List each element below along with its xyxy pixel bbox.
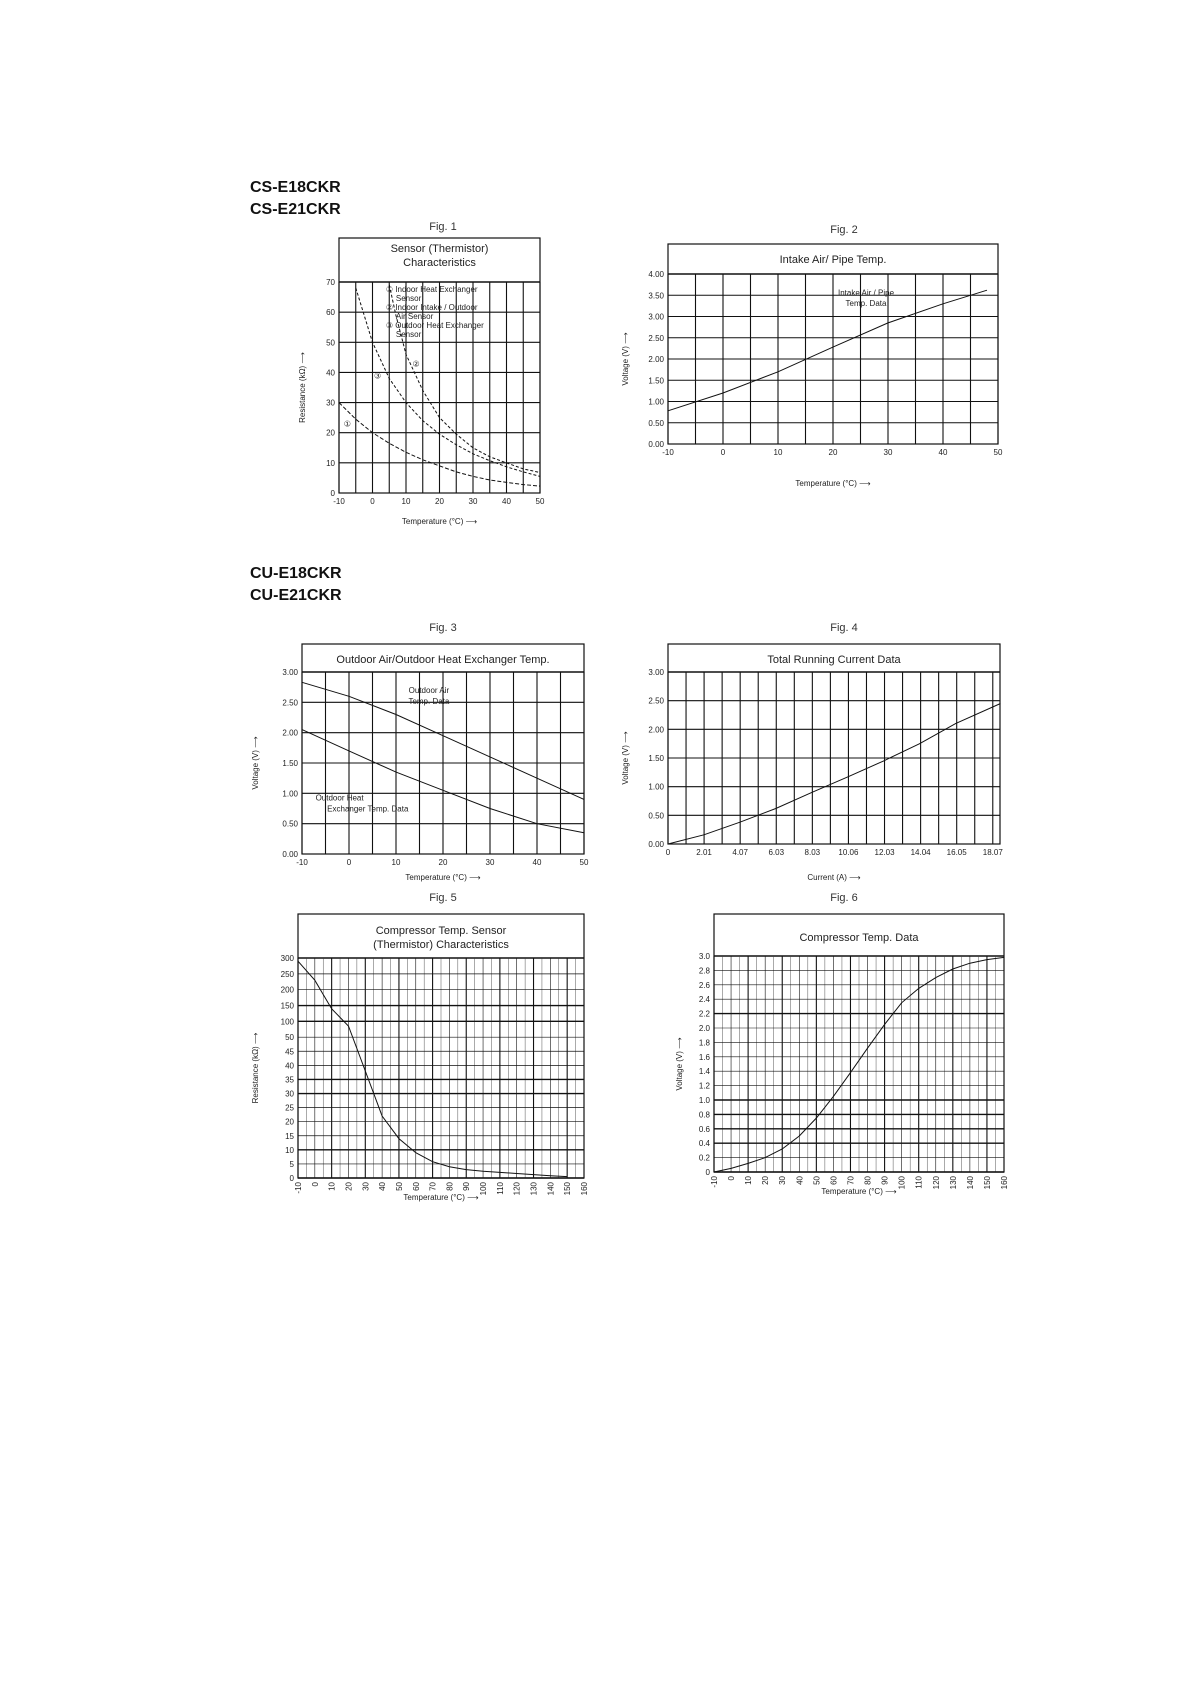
fig2-label: Fig. 2	[830, 224, 858, 236]
fig6-xtick-label: 60	[829, 1176, 839, 1185]
fig5-xtick-label: 100	[479, 1182, 489, 1196]
fig5-xtick-label: 160	[580, 1182, 589, 1196]
fig2-chart	[618, 240, 1010, 490]
fig3-chart	[248, 638, 600, 884]
fig6-xtick-label: 20	[761, 1176, 771, 1185]
fig1-label: Fig. 1	[429, 221, 457, 233]
fig4-ytick-label: 2.50	[648, 696, 664, 706]
fig5-ytick-label: 150	[280, 1001, 294, 1011]
fig5-ytick-label: 300	[280, 954, 294, 963]
fig2-xlabel: Temperature (°C) ⟶	[795, 479, 871, 488]
fig4-xlabel: Current (A) ⟶	[807, 873, 861, 882]
fig3-annotation: Outdoor Air	[408, 686, 450, 696]
fig5-ytick-label: 0	[289, 1174, 294, 1183]
fig1-ylabel: Resistance (kΩ) ⟶	[298, 352, 307, 423]
fig1-ytick-label: 60	[326, 308, 335, 318]
fig5-ytick-label: 10	[285, 1145, 294, 1155]
fig6-ytick-label: 3.0	[698, 952, 710, 961]
fig1-chart	[295, 238, 550, 528]
fig3-ytick-label: 1.00	[282, 789, 298, 799]
fig4-series-line-1	[668, 704, 1001, 845]
fig5-label: Fig. 5	[429, 892, 457, 904]
fig4-xtick-label: 0	[665, 848, 671, 857]
fig6-label: Fig. 6	[830, 892, 858, 904]
fig1-series-line-3	[356, 288, 540, 476]
indoor-model-2: CS-E21CKR	[250, 201, 341, 218]
fig1-legend-entry: ① Indoor Heat Exchanger	[385, 285, 478, 294]
fig5-ytick-label: 25	[285, 1103, 294, 1113]
fig5-ytick-label: 20	[285, 1117, 294, 1127]
fig6-xtick-label: 10	[744, 1176, 754, 1185]
fig2-xtick-label: -10	[662, 448, 674, 457]
fig1-title-line: Characteristics	[403, 257, 476, 269]
fig4-ytick-label: 2.00	[648, 725, 664, 735]
fig3-xtick-label: 50	[579, 858, 589, 867]
fig2-ytick-label: 3.50	[648, 291, 664, 301]
fig6-ytick-label: 2.0	[698, 1024, 710, 1033]
fig5-chart	[248, 908, 600, 1204]
fig5-ytick-label: 5	[289, 1159, 294, 1169]
outdoor-model-1: CU-E18CKR	[250, 565, 342, 582]
fig1-xtick-label: 20	[435, 497, 444, 506]
fig2-xtick-label: 0	[720, 448, 726, 457]
fig3-annotation: Outdoor Heat	[315, 793, 364, 803]
fig5-xtick-label: 130	[529, 1182, 539, 1196]
fig6-ytick-label: 1.2	[698, 1081, 710, 1091]
fig1-legend-entry: Sensor	[395, 330, 422, 339]
outdoor-model-2: CU-E21CKR	[250, 587, 342, 604]
fig1-xtick-label: -10	[333, 497, 345, 506]
fig6-xtick-label: 120	[931, 1176, 941, 1190]
fig4-xtick-label: 2.01	[696, 848, 712, 857]
fig1-ytick-label: 30	[326, 398, 335, 408]
fig5-xtick-label: 120	[512, 1182, 522, 1196]
fig3-annotation: Temp. Data	[408, 697, 450, 707]
fig6-xtick-label: 80	[863, 1176, 873, 1185]
fig4-xtick-label: 16.05	[946, 848, 967, 857]
fig5-xtick-label: 150	[563, 1182, 573, 1196]
fig1-legend-entry: ② Indoor Intake / Outdoor	[385, 303, 478, 312]
fig6-title-line: Compressor Temp. Data	[799, 932, 919, 944]
fig4-xtick-label: 8.03	[804, 848, 821, 857]
fig5-ytick-label: 200	[280, 985, 294, 995]
fig1-ytick-label: 0	[330, 489, 335, 498]
fig4-frame	[668, 644, 1000, 844]
fig6-chart	[672, 908, 1010, 1198]
fig5-ytick-label: 45	[285, 1047, 294, 1057]
fig2-xtick-label: 50	[993, 448, 1003, 457]
fig1-legend-entry: Air Sensor	[395, 312, 434, 321]
fig6-ytick-label: 0	[705, 1168, 710, 1177]
fig5-ytick-label: 30	[285, 1089, 294, 1099]
fig6-xtick-label: 50	[812, 1176, 822, 1185]
fig3-xlabel: Temperature (°C) ⟶	[405, 873, 481, 882]
fig1-ytick-label: 20	[326, 428, 335, 438]
fig6-ytick-label: 1.4	[698, 1067, 710, 1077]
fig6-ytick-label: 0.2	[698, 1153, 710, 1163]
fig4-title-line: Total Running Current Data	[767, 654, 901, 666]
fig6-xtick-label: 30	[778, 1176, 788, 1185]
fig5-ylabel: Resistance (kΩ) ⟶	[251, 1032, 260, 1104]
fig5-title-line: Compressor Temp. Sensor	[375, 925, 507, 937]
fig6-ytick-label: 1.0	[698, 1096, 710, 1105]
fig6-xtick-label: 130	[948, 1176, 958, 1190]
fig1-annotation: ③	[373, 371, 382, 381]
fig4-ylabel: Voltage (V) ⟶	[621, 731, 630, 785]
fig4-xtick-label: 18.07	[982, 848, 1003, 857]
fig6-xlabel: Temperature (°C) ⟶	[821, 1187, 897, 1196]
fig3-xtick-label: -10	[296, 858, 308, 867]
fig6-ytick-label: 0.8	[698, 1110, 710, 1120]
fig5-xtick-label: 110	[495, 1182, 505, 1195]
fig3-ytick-label: 0.50	[282, 819, 298, 829]
fig2-ytick-label: 2.50	[648, 333, 664, 343]
fig3-label: Fig. 3	[429, 622, 457, 634]
fig5-xtick-label: 80	[445, 1182, 455, 1191]
fig2-xtick-label: 40	[938, 448, 948, 457]
fig4-xtick-label: 4.07	[732, 848, 748, 857]
fig3-ylabel: Voltage (V) ⟶	[251, 736, 260, 790]
fig1-legend-entry: Sensor	[395, 294, 422, 303]
fig2-ytick-label: 3.00	[648, 312, 664, 322]
fig4-ytick-label: 0.00	[648, 840, 664, 849]
fig3-ytick-label: 2.50	[282, 698, 298, 708]
fig2-ylabel: Voltage (V) ⟶	[621, 332, 630, 386]
fig2-xtick-label: 10	[773, 448, 783, 457]
fig6-ytick-label: 2.8	[698, 966, 710, 976]
fig1-legend-entry: ③ Outdoor Heat Exchanger	[385, 321, 484, 330]
fig4-xtick-label: 14.04	[910, 848, 931, 857]
fig3-xtick-label: 40	[532, 858, 542, 867]
fig5-ytick-label: 15	[285, 1131, 294, 1141]
fig1-xtick-label: 40	[502, 497, 511, 506]
fig4-label: Fig. 4	[830, 622, 858, 634]
fig5-xtick-label: 60	[411, 1182, 421, 1191]
fig5-xtick-label: -10	[294, 1182, 303, 1194]
fig1-ytick-label: 40	[326, 368, 335, 378]
fig3-ytick-label: 1.50	[282, 759, 298, 768]
fig6-ytick-label: 0.6	[698, 1124, 710, 1134]
fig2-series-line-1	[668, 290, 987, 411]
fig3-xtick-label: 20	[438, 858, 448, 867]
fig3-ytick-label: 0.00	[282, 850, 298, 859]
fig4-chart	[618, 638, 1010, 884]
fig6-xtick-label: 150	[982, 1176, 992, 1190]
fig6-xtick-label: 140	[965, 1176, 975, 1190]
fig6-ytick-label: 2.2	[698, 1009, 710, 1019]
fig6-ylabel: Voltage (V) ⟶	[675, 1037, 684, 1091]
fig1-xlabel: Temperature (°C) ⟶	[401, 517, 478, 526]
fig3-xtick-label: 10	[391, 858, 401, 867]
fig2-xtick-label: 30	[883, 448, 893, 457]
fig3-ytick-label: 3.00	[282, 668, 298, 677]
fig1-xtick-label: 10	[401, 497, 411, 506]
fig5-xtick-label: 70	[428, 1182, 438, 1191]
fig5-ytick-label: 50	[285, 1033, 294, 1043]
fig5-xtick-label: 90	[462, 1182, 472, 1191]
fig6-xtick-label: 70	[846, 1176, 856, 1185]
fig6-xtick-label: 100	[897, 1176, 907, 1190]
fig5-xtick-label: 10	[327, 1182, 337, 1191]
fig1-ytick-label: 70	[326, 278, 335, 287]
fig6-ytick-label: 1.8	[698, 1038, 710, 1048]
fig6-xtick-label: 110	[914, 1176, 924, 1189]
fig4-xtick-label: 12.03	[874, 848, 895, 857]
fig5-title-line: (Thermistor) Characteristics	[373, 939, 509, 951]
fig4-ytick-label: 0.50	[648, 811, 664, 821]
fig2-ytick-label: 0.50	[648, 418, 664, 428]
fig5-xtick-label: 140	[546, 1182, 556, 1196]
fig2-annotation: Temp. Data	[845, 298, 887, 308]
fig4-ytick-label: 1.50	[648, 754, 664, 763]
fig6-xtick-label: 0	[727, 1176, 737, 1181]
fig1-ytick-label: 10	[326, 458, 335, 468]
fig2-annotation: Intake Air / Pipe	[837, 288, 895, 298]
fig5-ytick-label: 35	[285, 1075, 294, 1085]
fig4-ytick-label: 1.00	[648, 782, 664, 792]
fig2-ytick-label: 1.50	[648, 376, 664, 386]
fig5-xtick-label: 50	[394, 1182, 404, 1191]
fig4-xtick-label: 10.06	[838, 848, 859, 857]
fig1-title-line: Sensor (Thermistor)	[390, 243, 489, 255]
fig1-xtick-label: 50	[535, 497, 545, 506]
fig5-ytick-label: 40	[285, 1061, 294, 1071]
fig4-xtick-label: 6.03	[768, 848, 785, 857]
fig4-ytick-label: 3.00	[648, 668, 664, 677]
fig6-xtick-label: 40	[795, 1176, 805, 1185]
fig6-ytick-label: 2.4	[698, 995, 710, 1005]
fig5-xtick-label: 40	[378, 1182, 388, 1191]
fig2-ytick-label: 0.00	[648, 440, 664, 449]
fig1-xtick-label: 30	[468, 497, 478, 506]
fig2-ytick-label: 1.00	[648, 397, 664, 407]
fig6-xtick-label: 160	[1000, 1176, 1009, 1190]
fig2-title-line: Intake Air/ Pipe Temp.	[779, 254, 887, 266]
fig6-ytick-label: 1.6	[698, 1052, 710, 1062]
fig3-annotation: Exchanger Temp. Data	[327, 804, 409, 814]
fig5-ytick-label: 250	[280, 969, 294, 979]
fig5-xlabel: Temperature (°C) ⟶	[403, 1193, 479, 1202]
fig1-ytick-label: 50	[326, 338, 335, 348]
fig5-xtick-label: 0	[310, 1182, 320, 1187]
fig2-ytick-label: 2.00	[648, 355, 664, 364]
fig1-xtick-label: 0	[370, 497, 375, 506]
fig3-ytick-label: 2.00	[282, 728, 298, 738]
fig6-ytick-label: 0.4	[698, 1139, 710, 1149]
fig6-xtick-label: -10	[710, 1176, 719, 1188]
fig5-ytick-label: 100	[280, 1017, 294, 1027]
fig1-annotation: ②	[412, 359, 420, 369]
fig5-xtick-label: 30	[361, 1182, 371, 1191]
fig5-xtick-label: 20	[344, 1182, 354, 1191]
indoor-model-1: CS-E18CKR	[250, 179, 341, 196]
fig3-xtick-label: 30	[485, 858, 495, 867]
fig2-xtick-label: 20	[828, 448, 838, 457]
fig2-ytick-label: 4.00	[648, 270, 664, 279]
fig3-title-line: Outdoor Air/Outdoor Heat Exchanger Temp.	[336, 654, 550, 666]
fig6-ytick-label: 2.6	[698, 980, 710, 990]
fig6-xtick-label: 90	[880, 1176, 890, 1185]
fig3-xtick-label: 0	[346, 858, 352, 867]
fig1-annotation: ①	[343, 419, 351, 429]
